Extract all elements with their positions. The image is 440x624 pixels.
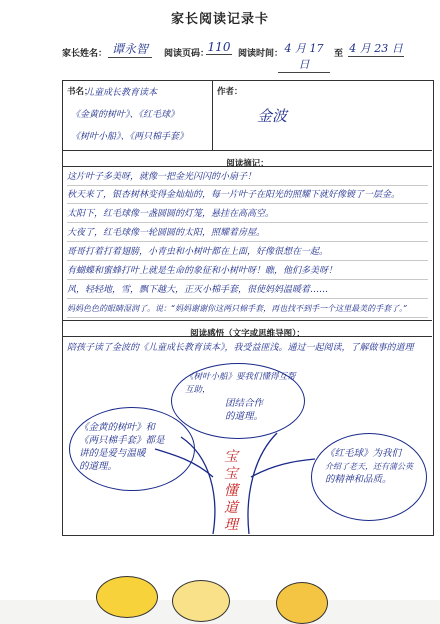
book-name-label: 书名：	[67, 87, 93, 97]
mind-map	[63, 337, 432, 534]
excerpt-line: 风，轻轻地，雪，飘下越大，正灭小棉手套，很使妈妈温暖着……	[67, 282, 428, 299]
bubble-left-line: 《金黄的树叶》和	[79, 422, 156, 433]
book-line: 《金黄的树叶》、《红毛球》	[71, 110, 180, 120]
bubble-right-text	[325, 447, 419, 486]
bubble-left-text	[79, 421, 187, 473]
bubble-left-line: 的道理。	[79, 461, 118, 472]
excerpt-line: 妈妈色色的眼睛湿润了。说：“妈妈谢谢你这两只棉手套，再也找不到手一个这里最美的手套了。”	[67, 301, 428, 318]
trunk-char: 道	[224, 500, 238, 516]
book-cell	[63, 81, 213, 151]
page-value: 110	[207, 40, 231, 54]
parent-name-label: 家长姓名：	[62, 49, 108, 59]
author-label: 作者：	[217, 87, 243, 97]
page-label: 阅读页码：	[164, 49, 210, 59]
bubble-top-line: 《树叶小船》要我们懂得互帮互助，	[185, 372, 296, 395]
book-line: 儿童成长教育读本	[85, 88, 158, 98]
excerpt-line: 太阳下，红毛球像一盏圆圆的灯笼，悬挂在高高空。	[67, 206, 428, 223]
trunk-char: 宝	[224, 449, 238, 465]
excerpt-line: 哥哥打着打着翅膀，小青虫和小树叶都在上面，好像很想在一起。	[67, 244, 428, 261]
decor-yellow-blob	[276, 582, 328, 624]
author-value: 金波	[257, 107, 288, 125]
record-table	[62, 80, 434, 536]
bubble-left-line: 《两只棉手套》都是	[79, 435, 165, 446]
excerpt-line: 这片叶子多美呀，就像一把金光闪闪的小扇子！	[67, 169, 428, 186]
bubble-top-line: 的道理。	[225, 411, 264, 422]
bubble-right-line: 《红毛球》为我们	[325, 448, 402, 459]
trunk-char: 理	[224, 517, 238, 533]
bubble-right-line: 的精神和品质。	[325, 474, 392, 485]
parent-name-value: 谭永智	[108, 40, 152, 58]
card-title: 家长阅读记录卡	[170, 12, 269, 27]
insight-label: 阅读感悟（文字或思维导图）：	[190, 329, 305, 339]
book-line: 《树叶小船》、《两只棉手套》	[71, 132, 189, 142]
bubble-right-line: 介绍了老天，还有蒲公英	[325, 462, 413, 471]
bubble-top-text	[185, 371, 297, 423]
insight-header	[63, 321, 432, 337]
time-label: 阅读时间：	[238, 49, 284, 59]
decor-yellow-blob	[96, 576, 158, 618]
start-date: 4 月 17 日	[278, 40, 330, 73]
insight-intro: 陪孩子读了金波的《儿童成长教育读本》，我受益匪浅。通过一起阅读，了解做事的道理	[67, 343, 414, 353]
excerpt-header	[63, 151, 432, 167]
bubble-left-line: 讲的是爱与温暖	[79, 448, 146, 459]
excerpt-body	[63, 167, 432, 321]
excerpt-line: 秋天来了，银杏树林变得金灿灿的，每一片叶子在阳光的照耀下就好像镀了一层金。	[67, 187, 428, 204]
trunk-char: 宝	[224, 466, 238, 482]
excerpt-line: 有蝴蝶和蜜蜂打叶上就是生命的象征和小树叶呀！瞧，他们多美呀！	[67, 263, 428, 280]
end-date: 4 月 23 日	[349, 42, 403, 55]
date-separator: 至	[334, 49, 344, 59]
excerpt-line: 大夜了，红毛球像一轮圆圆的太阳，照耀着房屋。	[67, 225, 428, 242]
bubble-top-line: 团结合作	[225, 398, 264, 409]
decor-yellow-blob	[172, 580, 230, 622]
trunk-text	[221, 449, 241, 534]
excerpt-label: 阅读摘记：	[226, 159, 269, 169]
author-cell	[213, 81, 432, 151]
trunk-char: 懂	[224, 483, 238, 499]
